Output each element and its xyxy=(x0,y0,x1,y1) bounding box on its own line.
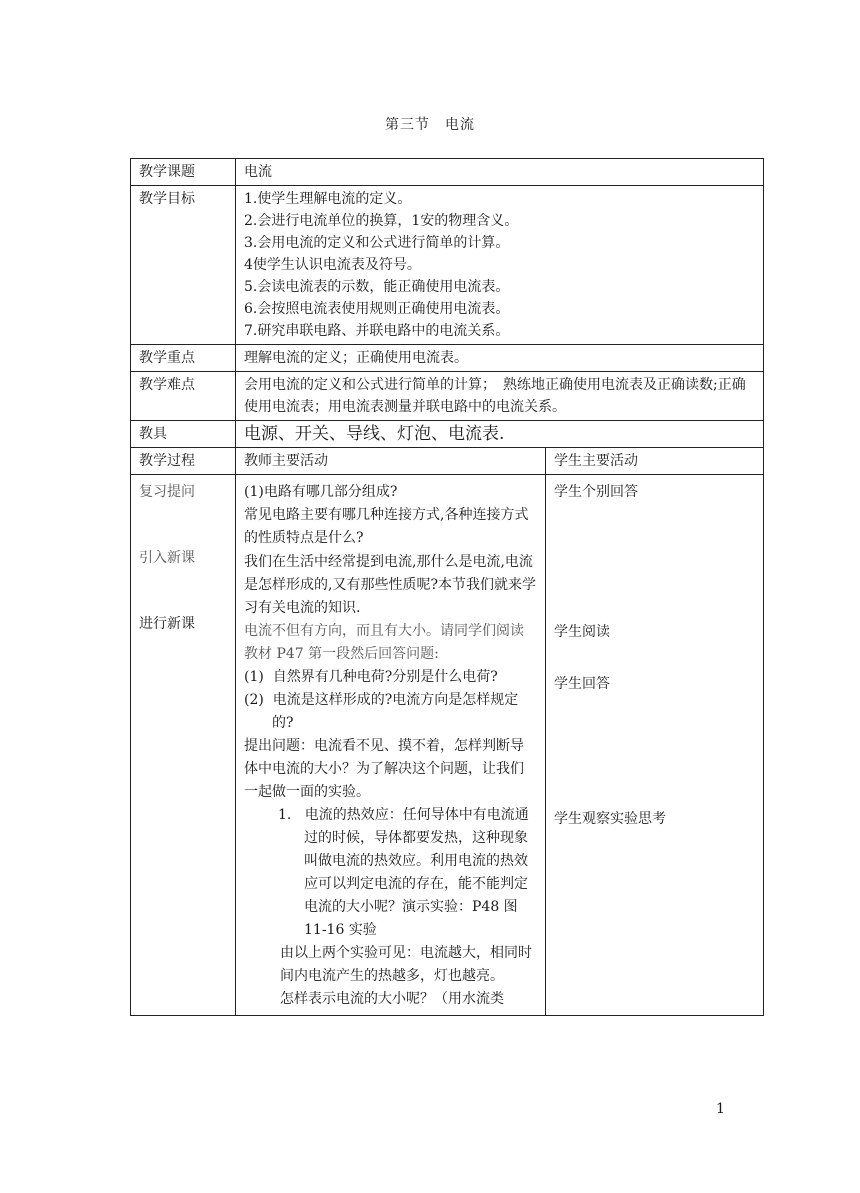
goal-item: 5.会读电流表的示数，能正确使用电流表。 xyxy=(244,279,510,295)
stage-new: 进行新课 xyxy=(139,616,195,632)
process-student xyxy=(546,475,764,1016)
list-text: 自然界有几种电荷?分别是什么电荷? xyxy=(272,669,498,685)
goal-item: 3.会用电流的定义和公式进行简单的计算。 xyxy=(244,235,510,251)
teacher-ask: 提出问题：电流看不见、摸不着，怎样判断导体中电流的大小？为了解决这个问题，让我们一起做一面的实验。 xyxy=(244,738,524,800)
label-difficulty: 教学难点 xyxy=(131,372,236,421)
list-text: 电流是这样形成的?电流方向是怎样规定的? xyxy=(272,692,519,731)
value-topic: 电流 xyxy=(236,159,764,186)
teacher-experiment-1 xyxy=(244,804,537,942)
goal-item: 4使学生认识电流表及符号。 xyxy=(244,257,421,273)
teacher-conclusion: 由以上两个实验可见：电流越大，相同时间内电流产生的热越多，灯也越亮。 xyxy=(280,945,532,984)
teacher-question-2 xyxy=(244,689,537,735)
header-student: 学生主要活动 xyxy=(546,448,764,475)
header-teacher: 教师主要活动 xyxy=(236,448,546,475)
stage-review: 复习提问 xyxy=(139,484,195,500)
value-tools: 电源、开关、导线、灯泡、电流表. xyxy=(236,421,764,448)
teacher-how: 怎样表示电流的大小呢？（用水流类 xyxy=(280,991,504,1007)
goal-item: 1.使学生理解电流的定义。 xyxy=(244,191,412,207)
goal-item: 6.会按照电流表使用规则正确使用电流表。 xyxy=(244,301,510,317)
label-tools: 教具 xyxy=(131,421,236,448)
goal-item: 7.研究串联电路、并联电路中的电流关系。 xyxy=(244,323,510,339)
goal-item: 2.会进行电流单位的换算，1安的物理含义。 xyxy=(244,213,519,229)
student-observe: 学生观察实验思考 xyxy=(554,811,666,827)
list-number: 1. xyxy=(278,807,292,823)
lesson-plan-table xyxy=(130,158,764,1016)
process-teacher xyxy=(236,475,546,1016)
row-tools xyxy=(131,421,764,448)
row-difficulty xyxy=(131,372,764,421)
label-topic: 教学课题 xyxy=(131,159,236,186)
teacher-intro: 我们在生活中经常提到电流,那什么是电流,电流是怎样形成的,又有那些性质呢?本节我们就来学习有关电流的知识. xyxy=(244,554,536,616)
row-process-header xyxy=(131,448,764,475)
teacher-q1: (1)电路有哪几部分组成? xyxy=(244,484,398,500)
list-text: 电流的热效应：任何导体中有电流通过的时候，导体都要发热，这种现象叫做电流的热效应。利用电流的热效应可以判定电流的存在，能不能判定电流的大小呢？演示实验：P48 图 11-16 实验 xyxy=(304,807,529,938)
row-goals xyxy=(131,186,764,345)
stage-intro: 引入新课 xyxy=(139,550,195,566)
student-read: 学生阅读 xyxy=(554,624,610,640)
process-stages xyxy=(131,475,236,1016)
student-answer: 学生回答 xyxy=(554,676,610,692)
teacher-question-1 xyxy=(244,666,537,689)
label-goals: 教学目标 xyxy=(131,186,236,345)
label-process: 教学过程 xyxy=(131,448,236,475)
page-number: 1 xyxy=(716,1101,725,1117)
row-key xyxy=(131,345,764,372)
list-number: (1) xyxy=(244,669,264,685)
row-process xyxy=(131,475,764,1016)
teacher-read: 电流不但有方向，而且有大小。请同学们阅读教材 P47 第一段然后回答问题: xyxy=(244,623,524,662)
value-goals xyxy=(236,186,764,345)
value-key: 理解电流的定义；正确使用电流表。 xyxy=(236,345,764,372)
student-answer-individually: 学生个别回答 xyxy=(554,484,638,500)
list-number: (2) xyxy=(244,692,264,708)
row-topic xyxy=(131,159,764,186)
label-key: 教学重点 xyxy=(131,345,236,372)
teacher-q2: 常见电路主要有哪几种连接方式,各种连接方式的性质特点是什么? xyxy=(244,507,529,546)
page-title: 第三节 电流 xyxy=(385,117,475,133)
value-difficulty: 会用电流的定义和公式进行简单的计算； 熟练地正确使用电流表及正确读数;正确使用电流表；用电流表测量并联电路中的电流关系。 xyxy=(236,372,764,421)
